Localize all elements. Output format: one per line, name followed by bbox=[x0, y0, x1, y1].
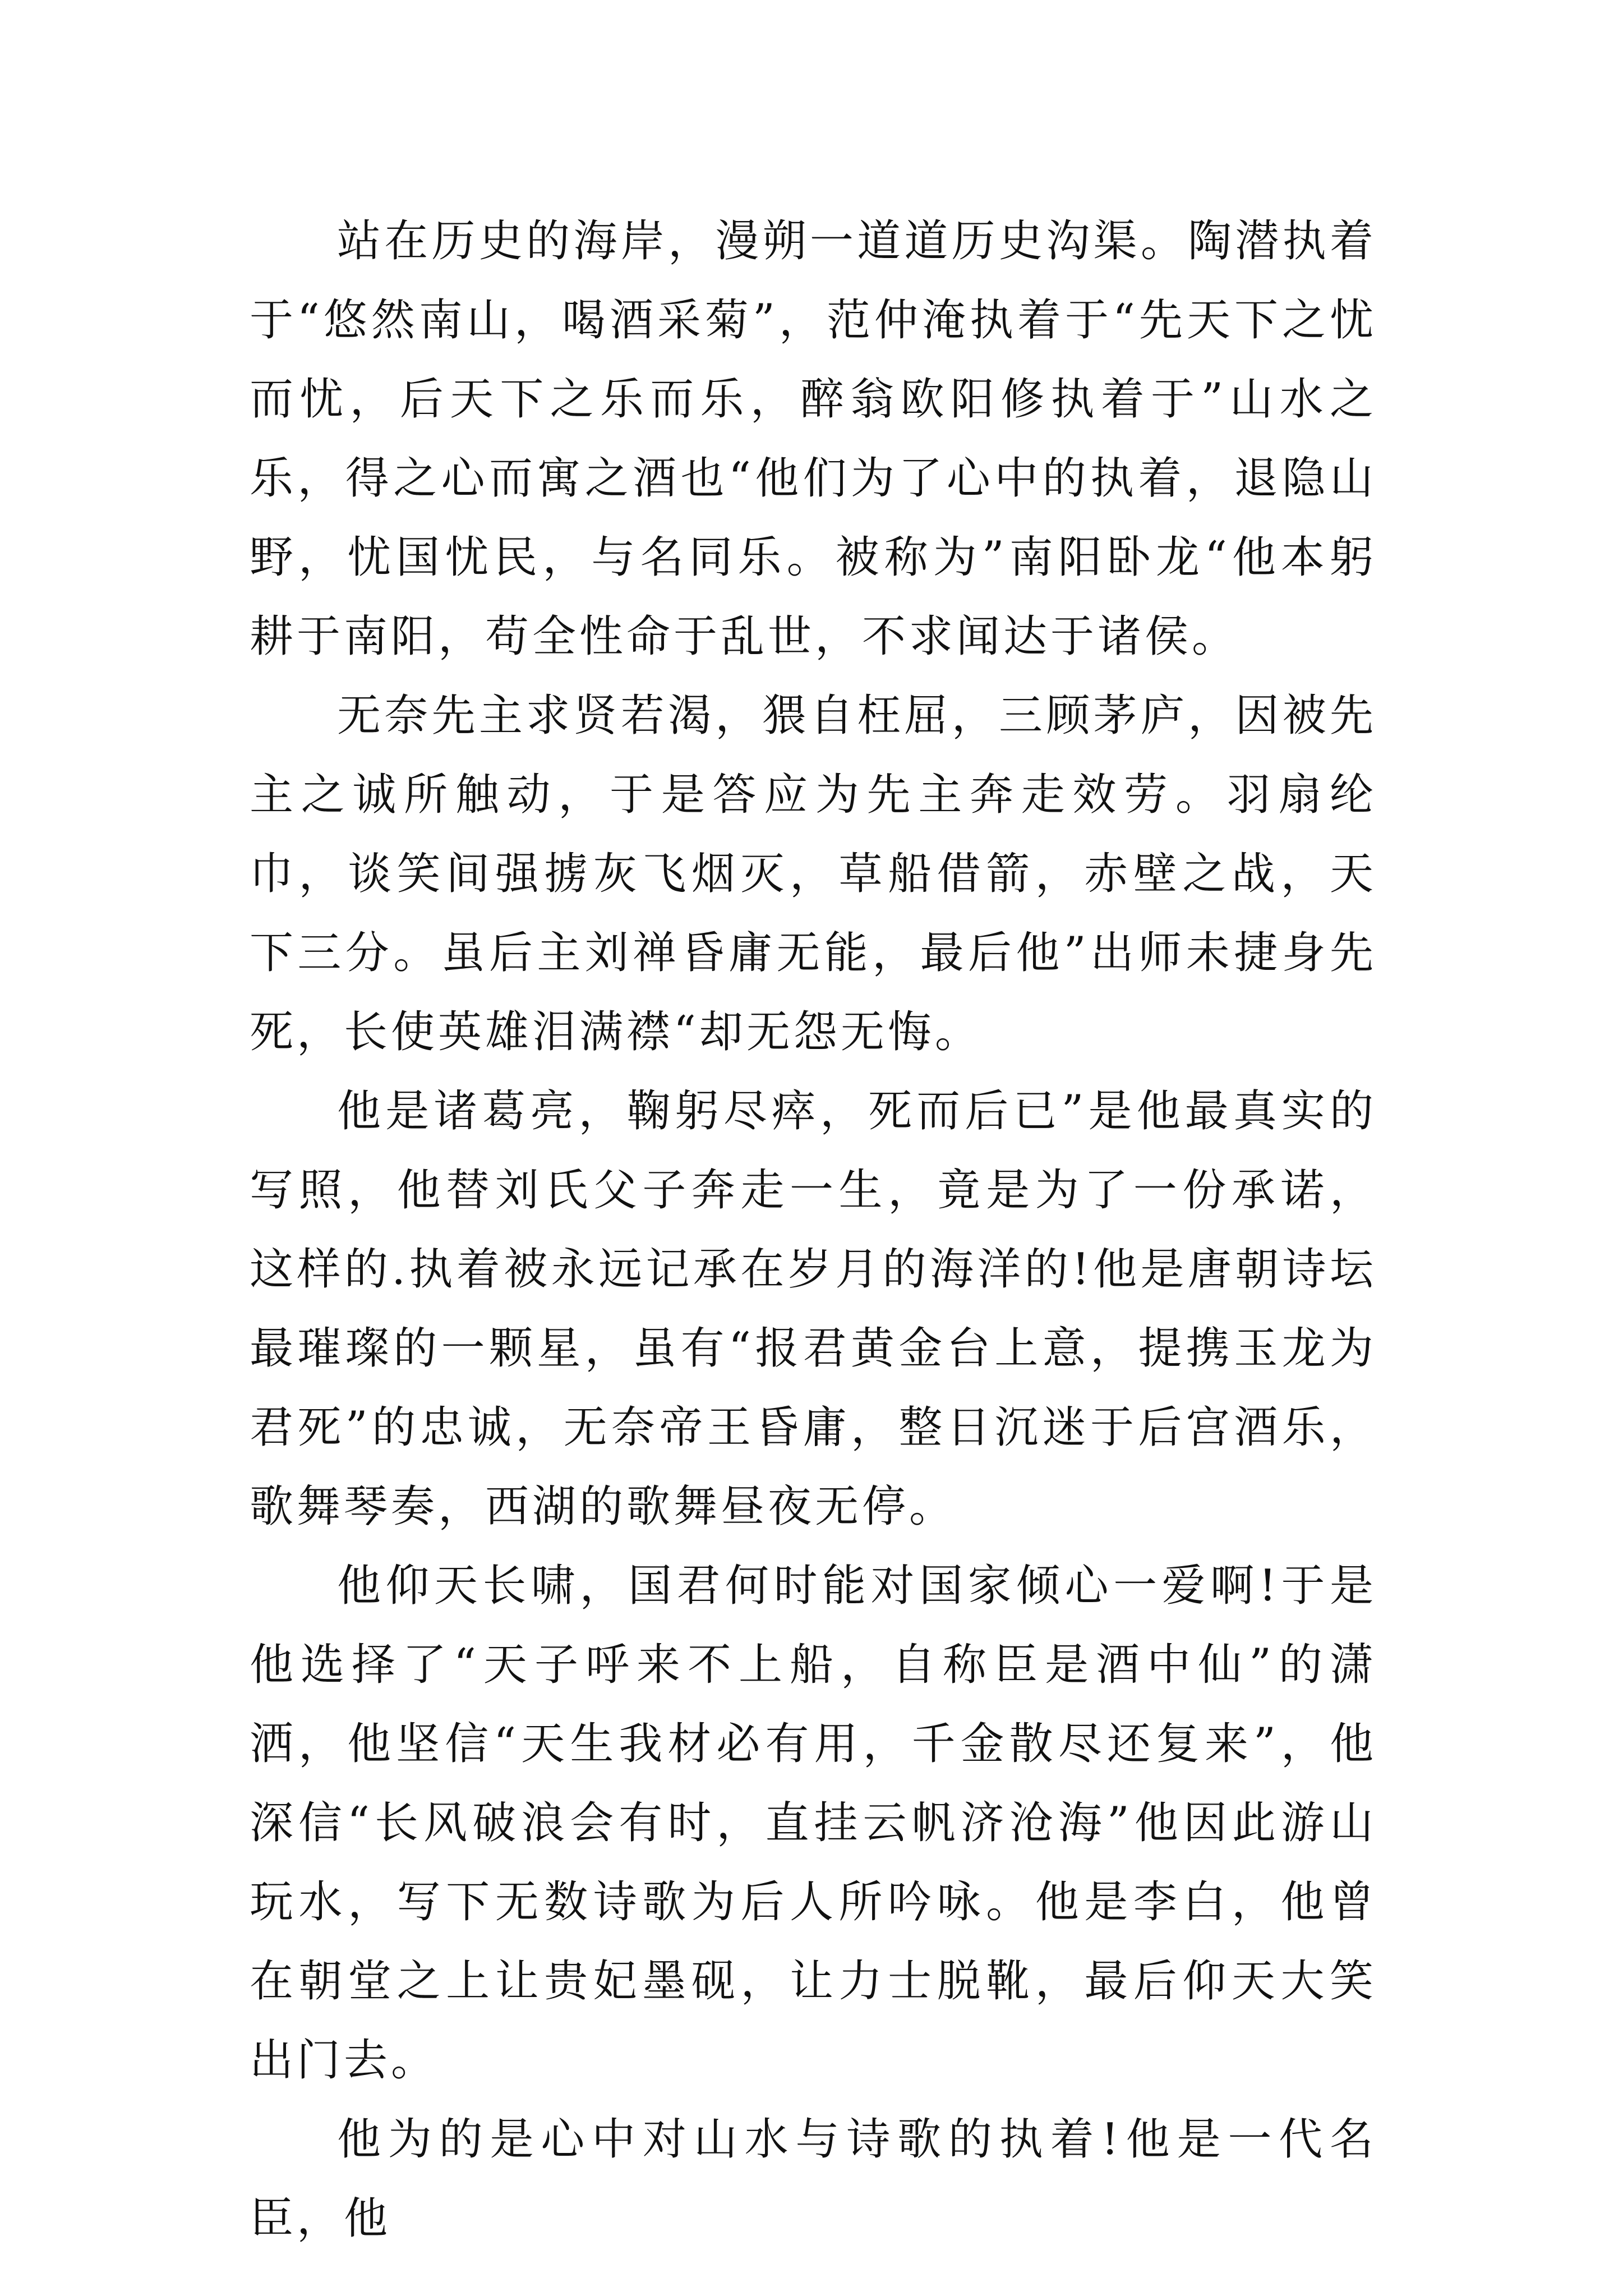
paragraph-5: 他为的是心中对山水与诗歌的执着!他是一代名臣，他 bbox=[250, 2114, 1377, 2244]
paragraph-1: 站在历史的海岸，漫朔一道道历史沟渠。陶潜执着于“悠然南山，喝酒采菊”，范仲淹执着于“先天下之忧而忧，后天下之乐而乐，醉翁欧阳修执着于”山水之乐，得之心而寓之酒也“他们为了心中的执着，退隐山野，忧国忧民，与名同乐。被称为”南阳卧龙“他本躬耕于南阳，苟全性命于乱世，不求闻达于诸侯。 bbox=[250, 216, 1377, 662]
essay-body bbox=[250, 202, 1377, 2258]
paragraph-4: 他仰天长啸，国君何时能对国家倾心一爱啊!于是他选择了“天子呼来不上船，自称臣是酒中仙”的潇洒，他坚信“天生我材必有用，千金散尽还复来”，他深信“长风破浪会有时，直挂云帆济沧海”他因此游山玩水，写下无数诗歌为后人所吟咏。他是李白，他曾在朝堂之上让贵妃墨砚，让力士脱靴，最后仰天大笑出门去。 bbox=[250, 1561, 1377, 2086]
paragraph-2: 无奈先主求贤若渴，猥自枉屈，三顾茅庐，因被先主之诚所触动，于是答应为先主奔走效劳。羽扇纶巾，谈笑间强掳灰飞烟灭，草船借箭，赤壁之战，天下三分。虽后主刘禅昏庸无能，最后他”出师未捷身先死，长使英雄泪满襟“却无怨无悔。 bbox=[250, 691, 1377, 1057]
paragraph-3: 他是诸葛亮，鞠躬尽瘁，死而后已”是他最真实的写照，他替刘氏父子奔走一生，竟是为了一份承诺，这样的.执着被永远记承在岁月的海洋的!他是唐朝诗坛最璀璨的一颗星，虽有“报君黄金台上意，提携玉龙为君死”的忠诚，无奈帝王昏庸，整日沉迷于后宫酒乐，歌舞琴奏，西湖的歌舞昼夜无停。 bbox=[250, 1086, 1377, 1532]
